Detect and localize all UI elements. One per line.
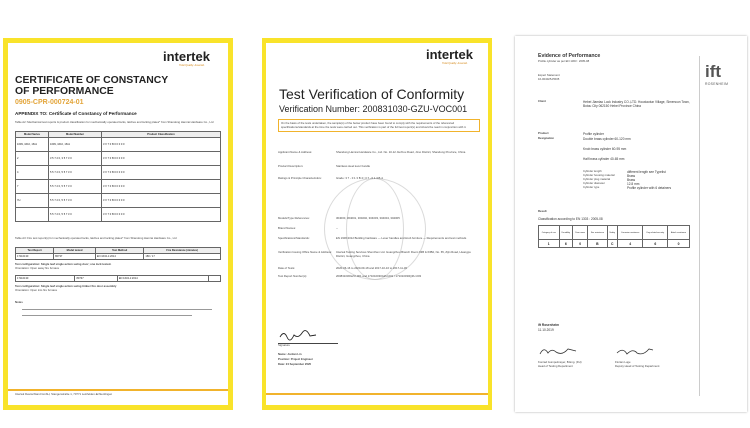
class-header: Door mass bbox=[573, 226, 588, 240]
table-cell: 2 bbox=[16, 152, 49, 166]
signature-label: Signature bbox=[278, 343, 290, 347]
table-row bbox=[16, 180, 221, 194]
signer1-name: Konrad Gumpelmayer, B.Eng. (FH) bbox=[538, 360, 582, 364]
class-header: Key related security bbox=[643, 226, 668, 240]
field-label: Specifications/Standards: bbox=[278, 236, 310, 240]
table-cell: 3 X 7 0 B 0 0 0 0 0 bbox=[102, 152, 221, 166]
table-cell bbox=[16, 208, 49, 222]
field-label: Verification Issuing Office Name & Address: bbox=[278, 250, 332, 254]
table-cell: 3 X 7 0 B 0 0 0 0 0 bbox=[102, 166, 221, 180]
mechanical-test-table bbox=[15, 131, 221, 222]
expert-statement: Expert Statement bbox=[538, 73, 560, 77]
intertek-logo: intertek bbox=[426, 47, 473, 62]
issue-date: 11.10.2019 bbox=[538, 328, 554, 332]
signer-position: Position: Project Engineer bbox=[278, 357, 313, 361]
table-row bbox=[16, 254, 221, 260]
characteristic-value: 12.8 mm bbox=[627, 182, 640, 186]
certificate-title bbox=[15, 75, 168, 97]
certificate-title-line1: CERTIFICATE OF CONSTANCY bbox=[15, 75, 169, 86]
evidence-subtitle: Profile cylinder as per EN 1303 : 2005-08 bbox=[538, 59, 590, 63]
table-row bbox=[16, 194, 221, 208]
characteristic-value: Brass bbox=[627, 178, 636, 182]
field-row bbox=[278, 275, 478, 283]
ift-logo-subtitle: ROSENHEIM bbox=[705, 82, 729, 86]
table-header: Test Report bbox=[16, 248, 54, 254]
footer-bar bbox=[8, 389, 228, 391]
class-value: 6 bbox=[559, 240, 573, 248]
class-value: 0 bbox=[573, 240, 588, 248]
table-cell: 4 bbox=[16, 166, 49, 180]
orientation-1: Orientation: Open away fire furnace bbox=[15, 266, 60, 270]
test-configuration-1: Test configuration: Single leaf single action swing door; one lock tested. bbox=[15, 262, 112, 266]
class-value: C bbox=[607, 240, 617, 248]
field-value: 304000, 304001, 304002, 304003, 304004, 304005 bbox=[336, 216, 400, 220]
table-cell: EN 1634-1:2014 bbox=[95, 254, 144, 260]
characteristic-key: Cylinder plug material bbox=[583, 177, 611, 181]
class-header: Corrosion resistance bbox=[617, 226, 643, 240]
ift-logo: ift bbox=[705, 62, 722, 81]
intertek-logo: intertek bbox=[163, 49, 210, 64]
table-cell: 3 X 7 0 B 0 0 0 0 0 bbox=[102, 208, 221, 222]
designation-value-3: Half brass cylinder 40-65 mm bbox=[583, 157, 625, 161]
designation-value: Double brass cylinder 60-120 mm bbox=[583, 137, 631, 141]
table-cell bbox=[208, 276, 220, 282]
table-header: Fire Resistance (minutes) bbox=[144, 248, 221, 254]
field-value: Grade: 3 7 - 0 1 3 B 4 | 3 7 - 0 1 3 B 4 bbox=[336, 176, 383, 180]
characteristics-list bbox=[583, 170, 695, 190]
field-label: Models/Type References: bbox=[278, 216, 310, 220]
signer1-role: Head of Testing Department bbox=[538, 364, 573, 368]
notes-line bbox=[22, 309, 212, 310]
field-label: Applicant Name & Address: bbox=[278, 150, 313, 154]
certificate-constancy-document bbox=[3, 38, 233, 410]
characteristic-value: Brass bbox=[627, 174, 636, 178]
expert-statement-number: 16-004025-PR05 bbox=[538, 77, 560, 81]
client-address: Hebei Jiamiao Lock Industry CO.,LTD. Houxiaotun Village, Simencun Town, Botou City 062150 Hebei Province China bbox=[583, 100, 690, 108]
table-header: Product Classification bbox=[102, 132, 221, 138]
signature-mark bbox=[278, 329, 318, 341]
product-value: Profile cylinder bbox=[583, 132, 604, 136]
table-b-heading: Table A3: Fire test report(s) for mechanically operated locks, latches and locking plates* from Shandong Hamrai Hardware Co., Ltd bbox=[15, 236, 177, 240]
appendix-heading: APPENDIX TO: Certificate of Constancy of Performance bbox=[15, 111, 137, 116]
table-cell: 3 5 7 2 0, 3 5 7 3 0 bbox=[49, 152, 102, 166]
table-cell: 17110130 bbox=[16, 254, 54, 260]
table-cell: EN 1634-1:2014 bbox=[117, 276, 208, 282]
table-cell: 7H bbox=[16, 194, 49, 208]
verification-conformity-document bbox=[262, 38, 492, 410]
designation-value-2: Knob brass cylinder 60-95 mm bbox=[583, 147, 627, 151]
field-value: Stainless steel lever handle bbox=[336, 164, 371, 168]
characteristic-key: Cylinder housing material bbox=[583, 173, 615, 177]
table-row bbox=[16, 208, 221, 222]
fields-list bbox=[278, 151, 478, 283]
field-label: Product Description: bbox=[278, 164, 304, 168]
table-row bbox=[16, 138, 221, 152]
table-cell: 3 X 7 0 B 0 0 0 0 0 bbox=[102, 180, 221, 194]
characteristic-key: Cylinder type bbox=[583, 185, 600, 189]
characteristic-row bbox=[583, 186, 695, 190]
class-value: 0 bbox=[668, 240, 690, 248]
field-label: Date of Tests: bbox=[278, 266, 296, 270]
signature-1 bbox=[538, 344, 578, 358]
tagline: Total Quality. Assured. bbox=[179, 64, 205, 67]
table-cell: 5 5 7 2 0, 5 5 7 3 0 bbox=[49, 194, 102, 208]
field-row bbox=[278, 251, 478, 267]
table-cell: 7 bbox=[16, 180, 49, 194]
table-row bbox=[16, 152, 221, 166]
fire-test-table-2 bbox=[15, 275, 221, 282]
table-cell: 180 / 17 bbox=[144, 254, 221, 260]
class-value: 6 bbox=[643, 240, 668, 248]
table-cell: 5 5 7 2 0, 5 5 7 3 0 bbox=[49, 180, 102, 194]
product-label: Product bbox=[538, 131, 549, 135]
field-value: 2020-06-16 to 2020-09-18 and 2017-10-10 to 2017-11-30 bbox=[336, 266, 408, 270]
classification-table bbox=[538, 225, 690, 248]
notes-heading: Notes bbox=[15, 300, 23, 304]
class-header: Safety bbox=[607, 226, 617, 240]
field-value: Shandong Hamrai Hardware Co., Ltd. No. 10-12 Jiuzhou Road, Jimo District, Shandong Province, China bbox=[336, 150, 466, 154]
tagline: Total Quality. Assured. bbox=[442, 62, 468, 65]
issue-place: ift Rosenheim bbox=[538, 323, 560, 327]
test-configuration-2: Test configuration: Single leaf single action swing timber fire door assembly bbox=[15, 284, 117, 288]
signature-2 bbox=[615, 344, 655, 358]
table-cell: 5 5 7 2 0, 5 5 7 3 0 bbox=[49, 166, 102, 180]
table-header: Model Series bbox=[16, 132, 49, 138]
table-row bbox=[16, 166, 221, 180]
intro-box: On the basis of the tests undertaken, the sample(s) of the below product have been found to comply with the requirements of the referenced specifications/standards at the time the tests were carried out. This verification is part of the full test report(s) and should be read in conjunction with it. bbox=[278, 119, 480, 132]
class-header: Attack resistance bbox=[668, 226, 690, 240]
table-cell: 5 5 7 2 0, 5 5 7 3 0 bbox=[49, 208, 102, 222]
table-cell: 1609, 1610, 1611 bbox=[16, 138, 49, 152]
table-cell: 3 X 7 0 B 0 0 0 0 0 bbox=[102, 194, 221, 208]
footer-bar bbox=[266, 393, 488, 395]
verification-title: Test Verification of Conformity bbox=[279, 86, 465, 102]
characteristic-key: Cylinder length bbox=[583, 169, 602, 173]
signer-name: Name: Jordan Lin bbox=[278, 352, 302, 356]
certificate-title-line2: OF PERFORMANCE bbox=[15, 86, 114, 97]
table-row bbox=[16, 276, 221, 282]
field-label: Test Report Number(s): bbox=[278, 274, 308, 278]
fire-test-table bbox=[15, 247, 221, 260]
field-value: 200831030GZU-001 and 171010030GZU-001 / 171010030QZU-003 bbox=[336, 274, 422, 278]
table-a-heading: Table A2: Mechanical test reports & product classification for mechanically operated locks, latches and locking plates* from Shandong Hamrai Hardware Co., Ltd bbox=[15, 120, 214, 124]
class-value: 4 bbox=[617, 240, 643, 248]
table-cell: 1609, 1610, 1611 bbox=[49, 138, 102, 152]
table-cell: 17110130 bbox=[16, 276, 75, 282]
client-label: Client bbox=[538, 99, 546, 103]
footer-address: Intertek Deutschland GmbH, Stangenstraße 1, 70771 Leinfelden-Echterdingen bbox=[15, 392, 113, 396]
field-value: Intertek Testing Services Shenzhen Ltd. Guangzhou Branch Room 63B & 63B2, No. 65, Zijin Road, Huangpu District, Guangzhou, China bbox=[336, 250, 471, 258]
signer2-role: Deputy Head of Testing Department bbox=[615, 364, 660, 368]
table-header: Test Method bbox=[95, 248, 144, 254]
designation-label: Designation bbox=[538, 136, 555, 140]
evidence-title: Evidence of Performance bbox=[538, 53, 601, 59]
characteristic-value: different length see Typelist bbox=[627, 170, 666, 174]
field-row bbox=[278, 237, 478, 251]
field-value: EN 1906:2012 Building hardware — Lever handles and knob furniture — Requirements and test methods bbox=[336, 236, 467, 240]
class-header: Category of use bbox=[539, 226, 560, 240]
signer2-name: Florian Luge bbox=[615, 360, 631, 364]
table-header: Model Number bbox=[49, 132, 102, 138]
class-header: Durability bbox=[559, 226, 573, 240]
table-header: Model tested bbox=[54, 248, 96, 254]
result-label: Result bbox=[538, 209, 547, 213]
field-label: Brand Names: bbox=[278, 226, 296, 230]
field-value: -- bbox=[336, 226, 338, 230]
table-cell: 80737 bbox=[54, 254, 96, 260]
verification-number: Verification Number: 200831030-GZU-VOC001 bbox=[279, 104, 468, 114]
table-cell: 3 X 7 0 B 0 0 0 0 0 bbox=[102, 138, 221, 152]
class-header: Fire resistance bbox=[588, 226, 607, 240]
field-row bbox=[278, 217, 478, 227]
certificate-number: 0905-CPR-000724-01 bbox=[15, 99, 84, 106]
characteristic-key: Cylinder diameter bbox=[583, 181, 605, 185]
table-cell: 80737 bbox=[75, 276, 117, 282]
classification-heading: Classification according to EN 1303 : 2005-08 bbox=[538, 217, 603, 221]
field-label: Ratings & Principle Characteristics: bbox=[278, 176, 322, 180]
characteristic-value: Profile cylinder with 6 detainers bbox=[627, 186, 672, 190]
field-row bbox=[278, 177, 478, 217]
signer-date: Date: 24 September 2020 bbox=[278, 362, 312, 366]
orientation-2: Orientation: Open into fire furnace bbox=[15, 288, 58, 292]
logo-divider bbox=[699, 56, 700, 396]
evidence-performance-document bbox=[515, 36, 747, 412]
class-value: 1 bbox=[539, 240, 560, 248]
class-value: B bbox=[588, 240, 607, 248]
field-row bbox=[278, 151, 478, 165]
notes-line bbox=[22, 315, 192, 316]
